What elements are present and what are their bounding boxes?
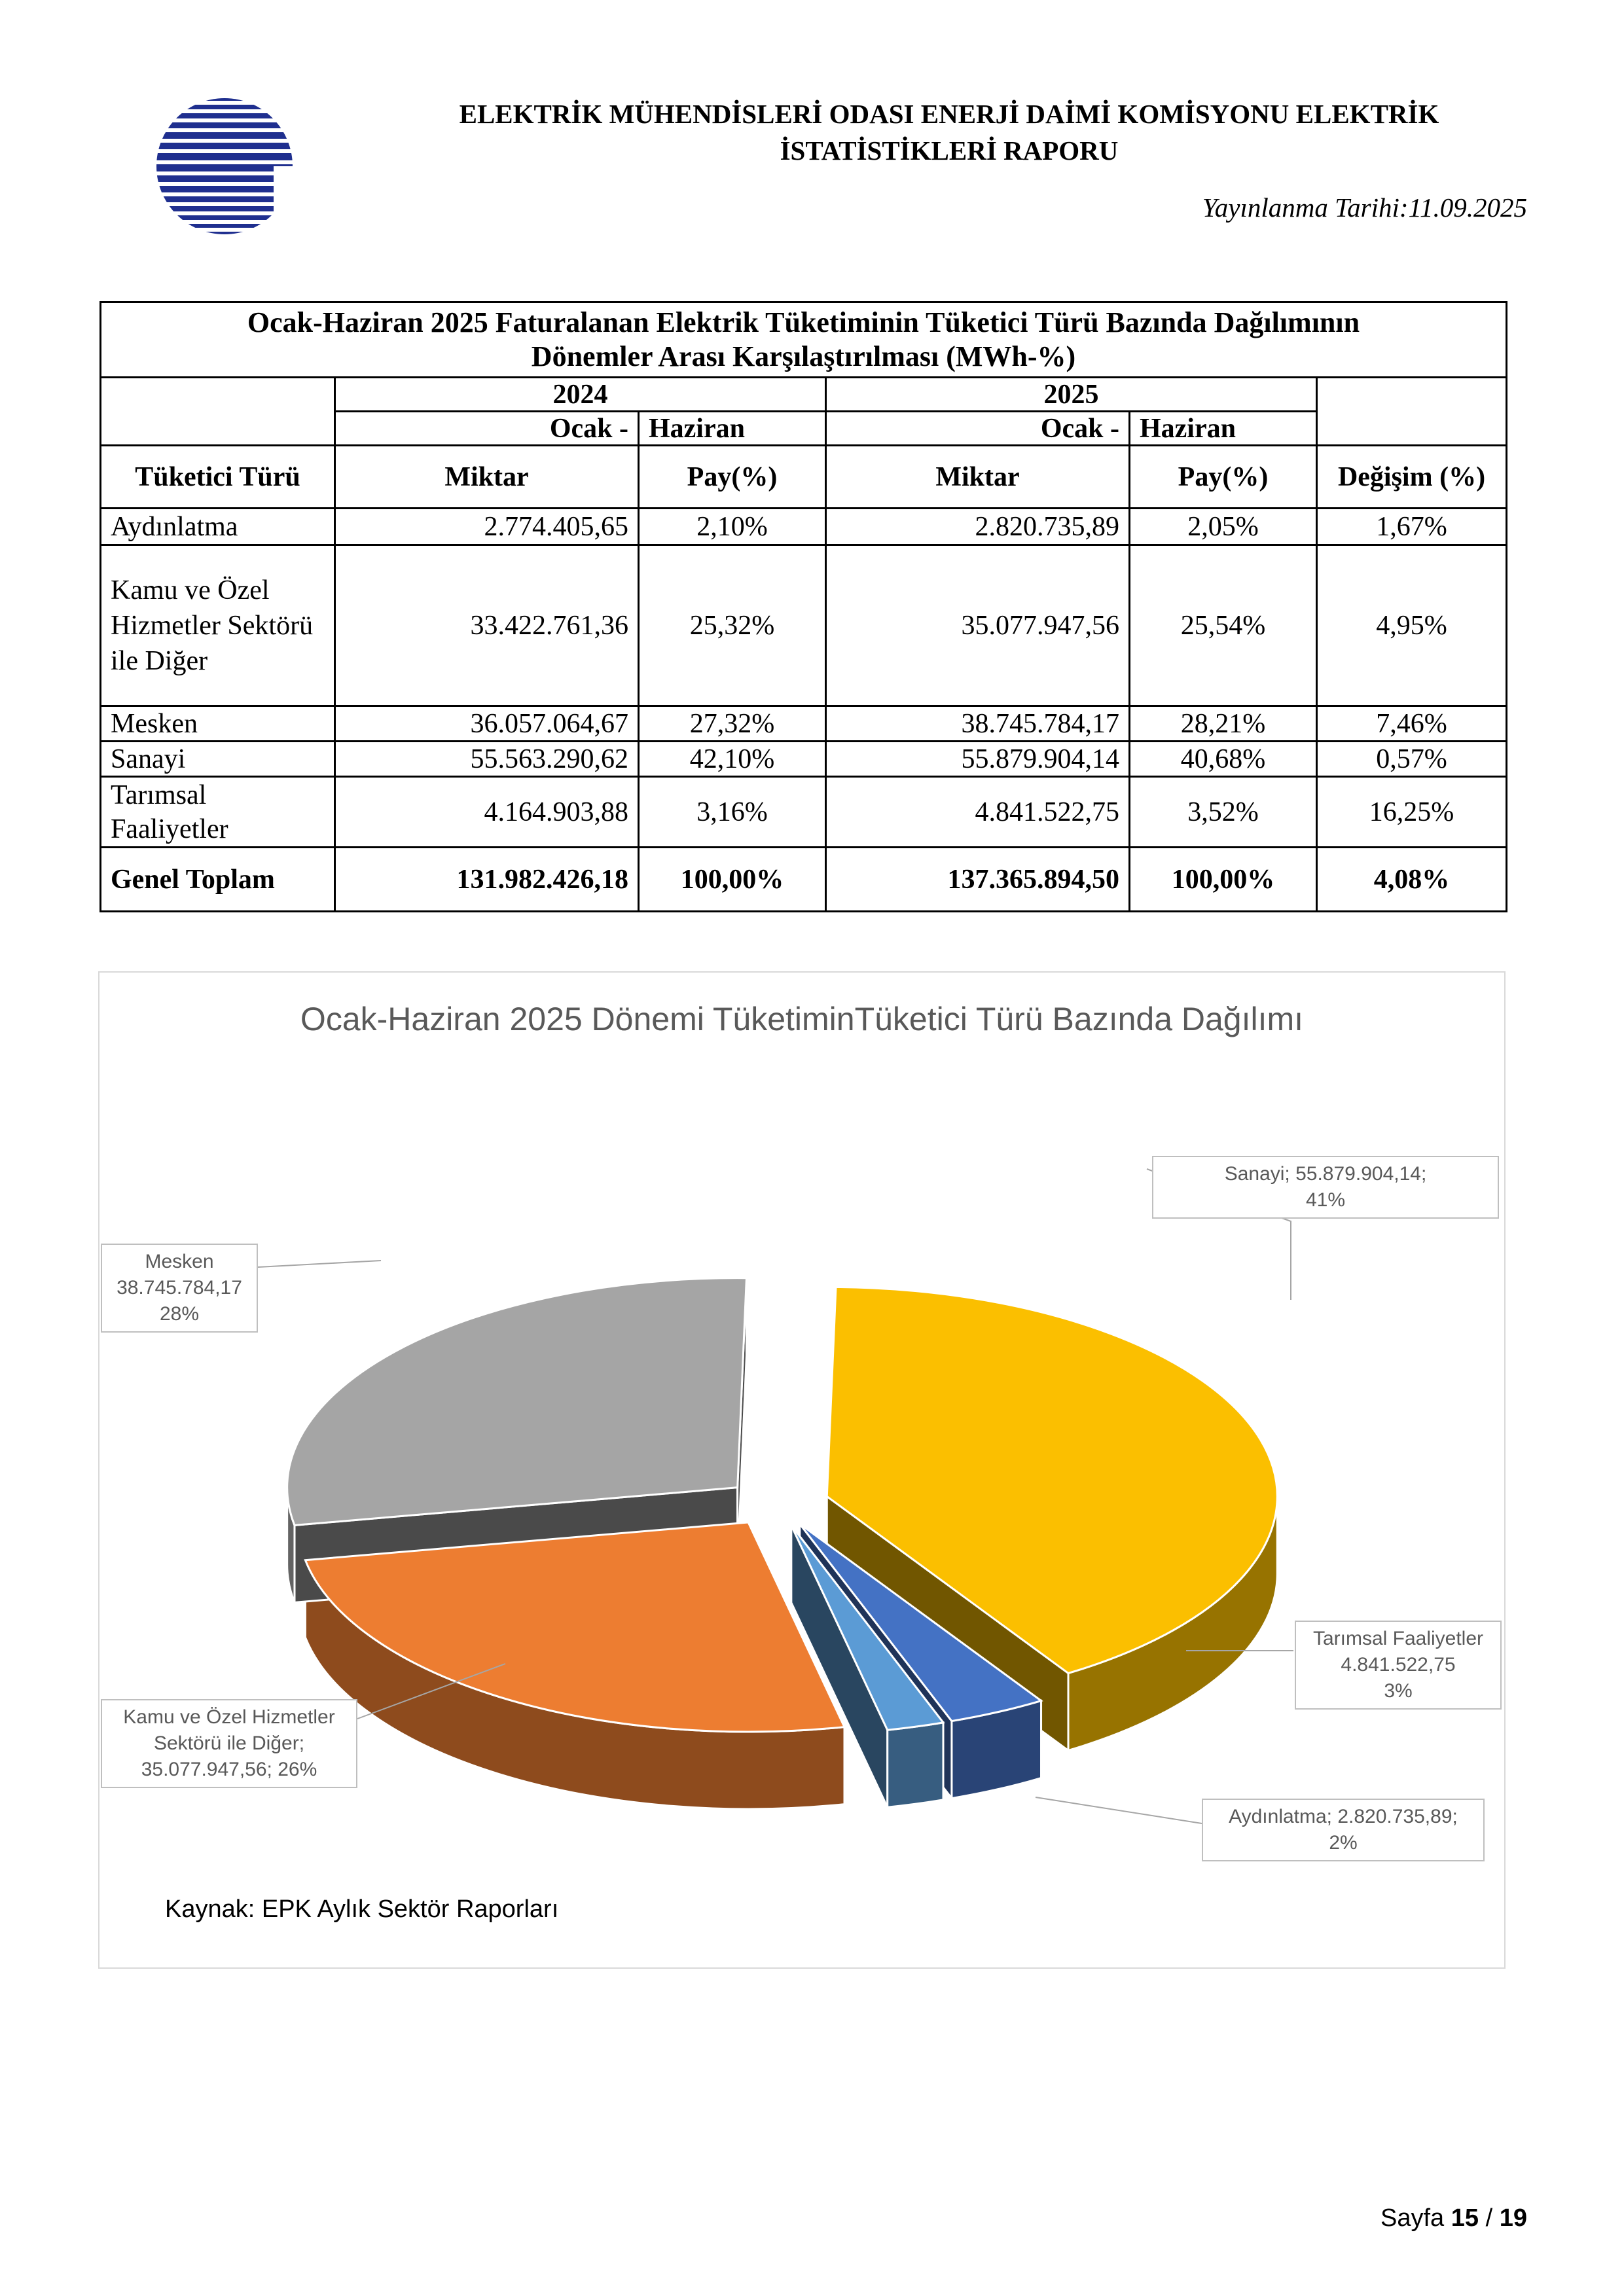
leader-line-mesken (258, 1261, 381, 1267)
publish-date: Yayınlanma Tarihi:11.09.2025 (1202, 192, 1527, 223)
col-header-amount-2025: Miktar (826, 446, 1130, 509)
report-title (327, 96, 1571, 169)
data-label-text: Sanayi; 55.879.904,14; (1224, 1163, 1427, 1185)
table-row (101, 509, 1507, 545)
data-label-text: 4.841.522,75 (1341, 1654, 1456, 1676)
year-2024: 2024 (335, 378, 826, 412)
amount-2025: 4.841.522,75 (826, 777, 1130, 848)
row-name: Kamu ve Özel Hizmetler Sektörü ile Diğer (101, 545, 335, 706)
blank-cell (1317, 378, 1507, 446)
change: 7,46% (1317, 706, 1507, 742)
data-label-text: 38.745.784,17 (117, 1277, 242, 1299)
data-label-text: Sektörü ile Diğer; (153, 1732, 305, 1754)
table-caption (101, 302, 1507, 378)
data-label-aydinlatma (1202, 1799, 1485, 1861)
col-header-share-2024: Pay(%) (639, 446, 826, 509)
page-separator: / (1485, 2204, 1493, 2232)
change: 4,95% (1317, 545, 1507, 706)
change: 1,67% (1317, 509, 1507, 545)
table-row (101, 706, 1507, 742)
share-2025: 28,21% (1130, 706, 1317, 742)
total-amount-2025: 137.365.894,50 (826, 848, 1130, 912)
leader-line-aydinlatma (1036, 1797, 1202, 1823)
amount-2025: 38.745.784,17 (826, 706, 1130, 742)
year-row (101, 378, 1507, 412)
page-current: 15 (1451, 2204, 1479, 2232)
table-caption-row (101, 302, 1507, 378)
total-change: 4,08% (1317, 848, 1507, 912)
col-header-change: Değişim (%) (1317, 446, 1507, 509)
pie-slice-mesken (287, 1278, 747, 1526)
data-label-tarimsal (1295, 1621, 1502, 1710)
amount-2024: 4.164.903,88 (335, 777, 639, 848)
amount-2025: 55.879.904,14 (826, 742, 1130, 777)
data-label-mesken (101, 1244, 258, 1333)
report-title-line2: İSTATİSTİKLERİ RAPORU (780, 135, 1119, 166)
page-number (1380, 2204, 1527, 2233)
share-2025: 2,05% (1130, 509, 1317, 545)
amount-2024: 33.422.761,36 (335, 545, 639, 706)
amount-2025: 2.820.735,89 (826, 509, 1130, 545)
total-share-2025: 100,00% (1130, 848, 1317, 912)
data-label-text: Tarımsal Faaliyetler (1312, 1628, 1484, 1649)
source-note: Kaynak: EPK Aylık Sektör Raporları (165, 1895, 559, 1923)
row-name: Aydınlatma (101, 509, 335, 545)
amount-2024: 55.563.290,62 (335, 742, 639, 777)
period-to-2024: Haziran (639, 412, 826, 446)
share-2024: 2,10% (639, 509, 826, 545)
change: 16,25% (1317, 777, 1507, 848)
amount-2024: 36.057.064,67 (335, 706, 639, 742)
row-name: Mesken (101, 706, 335, 742)
total-amount-2024: 131.982.426,18 (335, 848, 639, 912)
data-label-text: 3% (1384, 1680, 1413, 1702)
chart-title: Ocak-Haziran 2025 Dönemi TüketiminTüketici Türü Bazında Dağılımı (300, 1001, 1304, 1037)
data-label-sanayi (1152, 1156, 1499, 1219)
column-header-row (101, 446, 1507, 509)
table-row (101, 545, 1507, 706)
row-name: Sanayi (101, 742, 335, 777)
col-header-type: Tüketici Türü (101, 446, 335, 509)
data-label-text: 35.077.947,56; 26% (141, 1759, 317, 1780)
report-title-line1: ELEKTRİK MÜHENDİSLERİ ODASI ENERJİ DAİMİ KOMİSYONU ELEKTRİK (459, 99, 1439, 129)
row-name: Tarımsal Faaliyetler (101, 777, 335, 848)
data-label-text: Mesken (145, 1251, 214, 1272)
data-label-text: 2% (1329, 1832, 1358, 1854)
col-header-share-2025: Pay(%) (1130, 446, 1317, 509)
pie-rim-aydinlatma (888, 1723, 943, 1807)
pie-chart (98, 971, 1506, 1969)
data-label-text: 41% (1305, 1189, 1346, 1211)
share-2024: 3,16% (639, 777, 826, 848)
blank-cell (101, 378, 335, 446)
page-label: Sayfa (1380, 2204, 1445, 2232)
year-2025: 2025 (826, 378, 1317, 412)
period-from-2024: Ocak - (335, 412, 639, 446)
data-label-kamu (101, 1699, 357, 1788)
share-2025: 3,52% (1130, 777, 1317, 848)
col-header-amount-2024: Miktar (335, 446, 639, 509)
period-from-2025: Ocak - (826, 412, 1130, 446)
table-caption-line2: Dönemler Arası Karşılaştırılması (MWh-%) (531, 340, 1076, 372)
data-label-text: 28% (159, 1303, 200, 1325)
amount-2024: 2.774.405,65 (335, 509, 639, 545)
table-caption-line1: Ocak-Haziran 2025 Faturalanan Elektrik Tüketiminin Tüketici Türü Bazında Dağılımının (247, 306, 1360, 338)
table-row (101, 742, 1507, 777)
share-2024: 42,10% (639, 742, 826, 777)
share-2025: 40,68% (1130, 742, 1317, 777)
emo-logo (152, 96, 297, 237)
share-2025: 25,54% (1130, 545, 1317, 706)
data-label-text: Kamu ve Özel Hizmetler (123, 1706, 335, 1728)
period-to-2025: Haziran (1130, 412, 1317, 446)
change: 0,57% (1317, 742, 1507, 777)
total-label: Genel Toplam (101, 848, 335, 912)
table-row (101, 777, 1507, 848)
amount-2025: 35.077.947,56 (826, 545, 1130, 706)
page-total: 19 (1499, 2204, 1527, 2232)
data-label-text: Aydınlatma; 2.820.735,89; (1229, 1806, 1458, 1827)
consumption-table (99, 301, 1507, 912)
total-row (101, 848, 1507, 912)
total-share-2024: 100,00% (639, 848, 826, 912)
share-2024: 27,32% (639, 706, 826, 742)
share-2024: 25,32% (639, 545, 826, 706)
